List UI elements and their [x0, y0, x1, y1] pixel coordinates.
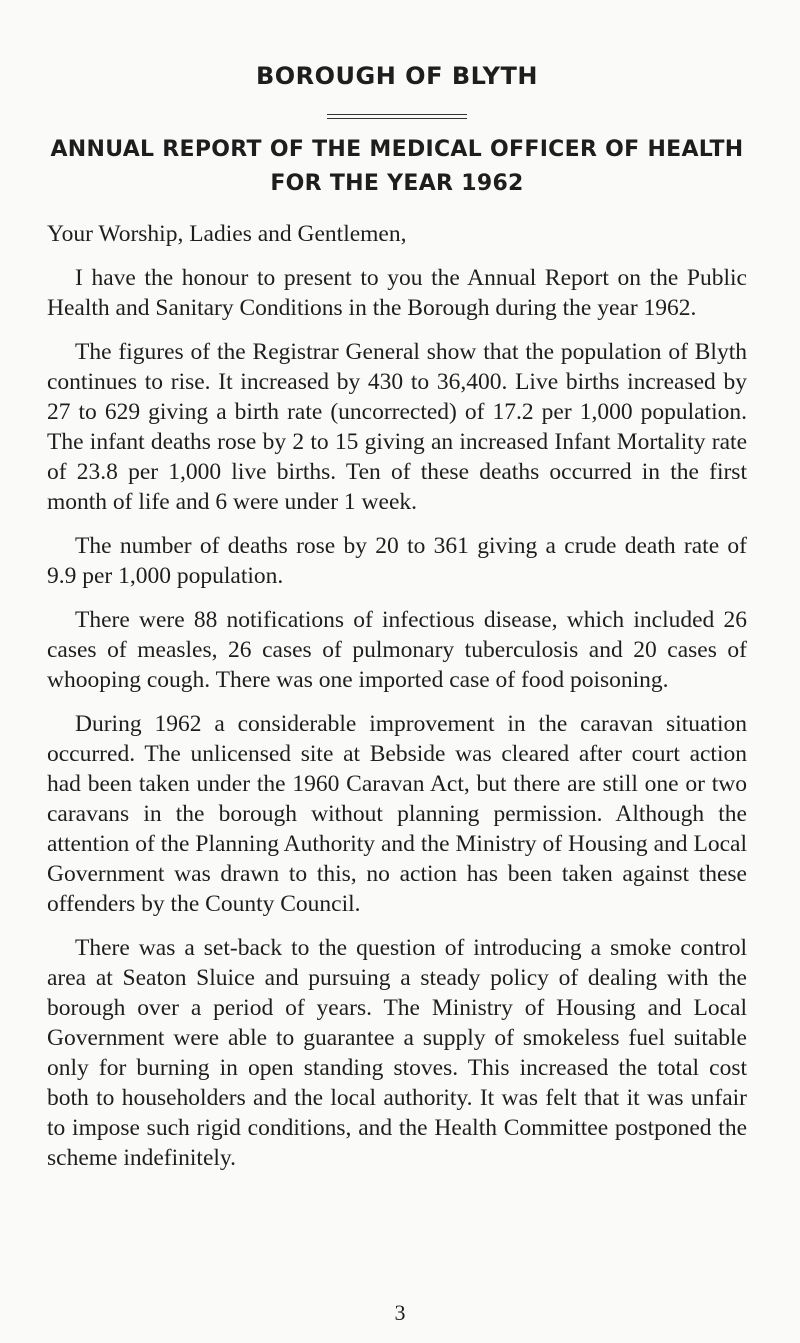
salutation: Your Worship, Ladies and Gentlemen, [47, 221, 407, 247]
paragraph-caravans: During 1962 a considerable improvement in the caravan situation occurred. The unlicensed site at Bebside was cleared after court action had been taken under the 1960 Caravan Act, but there are still one or two caravans in the borough without planning permission. Although the attention of the Planning Authority and the Ministry of Housing and Local Government was drawn to this, no action has been taken against these offenders by the County Council. [47, 711, 747, 917]
paragraph-infectious-disease: There were 88 notifications of infectious disease, which included 26 cases of measles, 26 cases of pulmonary tuberculosis and 20 cases of whooping cough. There was one imported case of food poisoning. [47, 607, 747, 693]
borough-heading: BOROUGH OF BLYTH [255, 62, 539, 90]
report-title: ANNUAL REPORT OF THE MEDICAL OFFICER OF HEALTH FOR THE YEAR 1962 [50, 137, 744, 196]
paragraph-introduction: I have the honour to present to you the Annual Report on the Public Health and Sanitary Conditions in the Borough during the year 1962. [47, 265, 747, 321]
heading-divider [327, 114, 467, 119]
paragraph-deaths: The number of deaths rose by 20 to 361 giving a crude death rate of 9.9 per 1,000 population. [47, 533, 747, 589]
paragraph-population: The figures of the Registrar General show that the population of Blyth continues to rise. It increased by 430 to 36,400. Live births increased by 27 to 629 giving a birth rate (uncorrected) of 17.2 per 1,000 population. The infant deaths rose by 2 to 15 giving an increased Infant Mortality rate of 23.8 per 1,000 live births. Ten of these deaths occurred in the first month of life and 6 were under 1 week. [47, 339, 747, 515]
page-number: 3 [394, 1300, 406, 1325]
report-page [47, 60, 747, 1187]
paragraph-smoke-control: There was a set-back to the question of introducing a smoke control area at Seaton Sluice and pursuing a steady policy of dealing with the borough over a period of years. The Ministry of Housing and Local Government were able to guarantee a supply of smokeless fuel suitable only for burning in open standing stoves. This increased the total cost both to householders and the local authority. It was felt that it was unfair to impose such rigid conditions, and the Health Committee postponed the scheme indefinitely. [47, 935, 747, 1171]
